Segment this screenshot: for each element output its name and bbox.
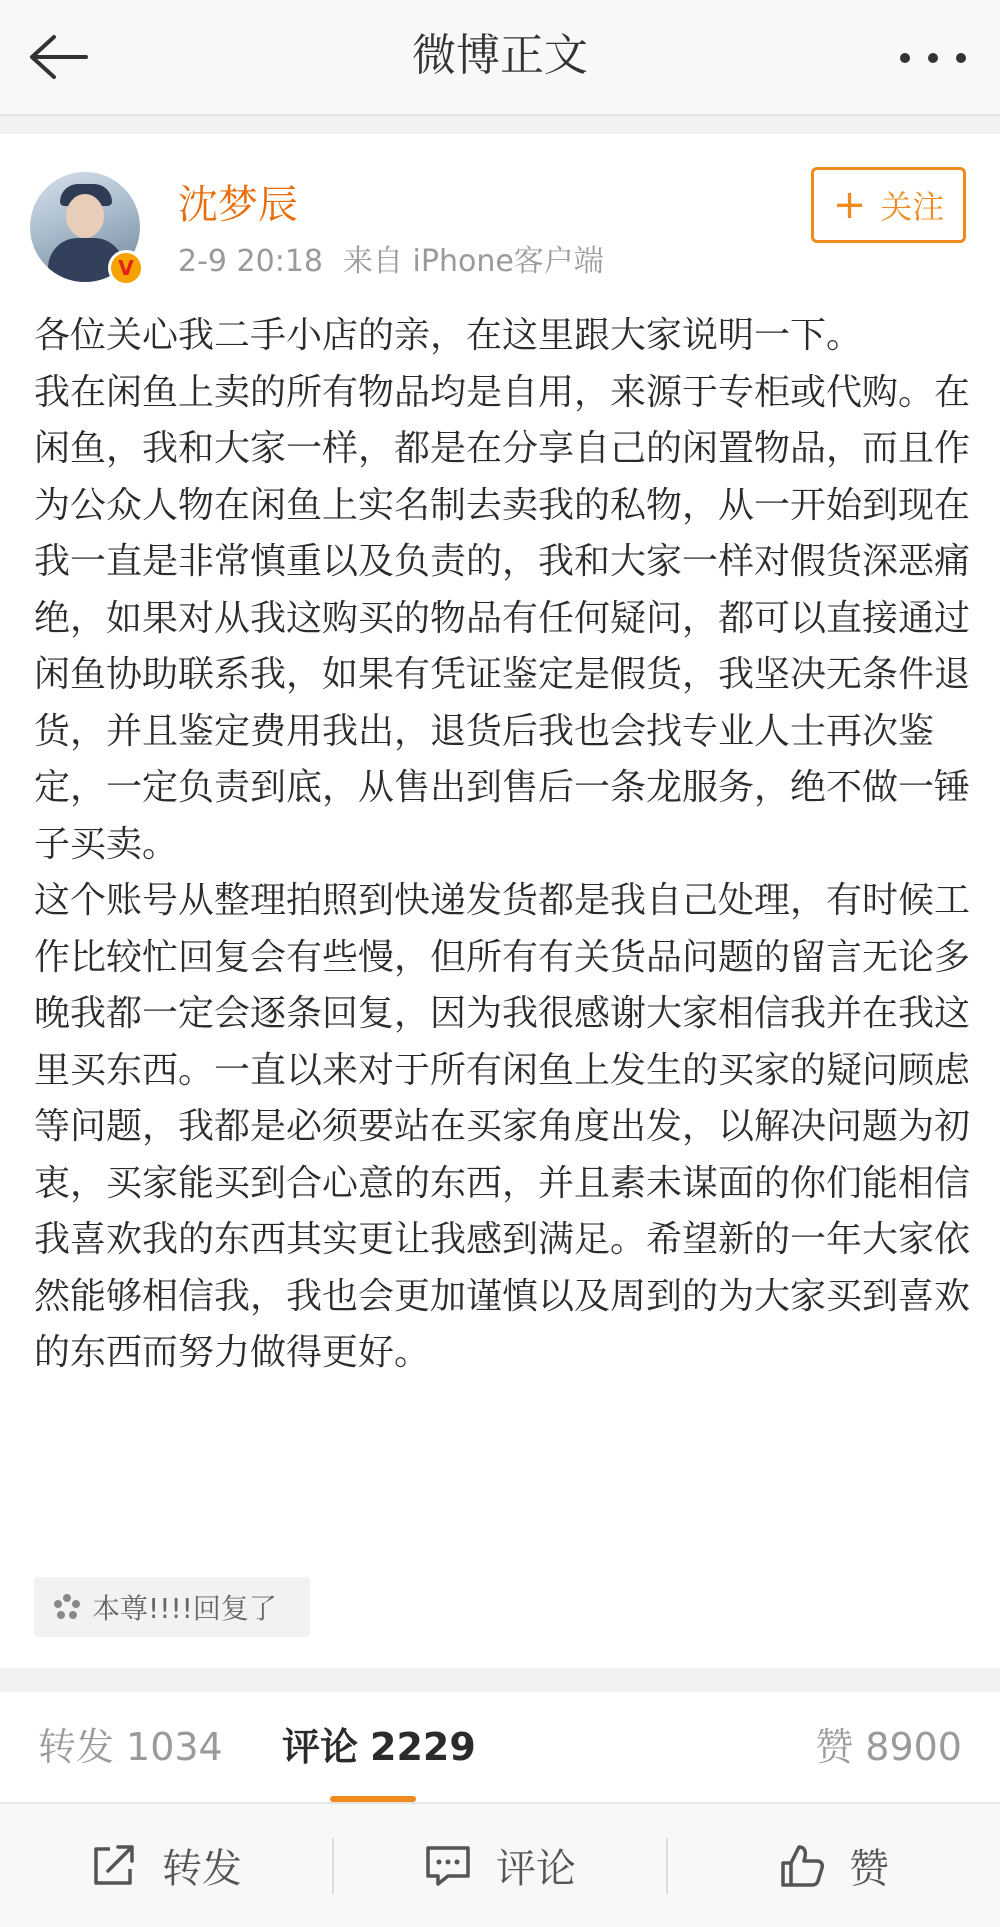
top-nav-bar [0, 0, 1000, 116]
post-paragraph: 我在闲鱼上卖的所有物品均是自用，来源于专柜或代购。在闲鱼，我和大家一样，都是在分享自己的闲置物品，而且作为公众人物在闲鱼上实名制去卖我的私物，从一开始到现在我一直是非常慎重以及负责的，我和大家一样对假货深恶痛绝，如果对从我这购买的物品有任何疑问，都可以直接通过闲鱼协助联系我，如果有凭证鉴定是假货，我坚决无条件退货，并且鉴定费用我出，退货后我也会找专业人士再次鉴定，一定负责到底，从售出到售后一条龙服务，绝不做一锤子买卖。 [34, 371, 971, 865]
flower-icon [52, 1592, 82, 1622]
post-body [34, 308, 970, 1382]
active-tab-indicator [330, 1796, 416, 1802]
section-gap [0, 1668, 1000, 1692]
source-tag-label: 本尊!!!!回复了 [92, 1592, 277, 1625]
comment-label: 评论 [496, 1846, 576, 1892]
header-gap [0, 116, 1000, 134]
repost-label: 转发 [162, 1846, 242, 1892]
post-paragraph: 各位关心我二手小店的亲，在这里跟大家说明一下。 [34, 315, 863, 356]
bottom-action-bar [0, 1804, 1000, 1927]
post-time: 2-9 20:18 [178, 244, 323, 279]
tab-like-count: 8900 [865, 1725, 962, 1769]
post-source: 来自 iPhone客户端 [343, 244, 604, 279]
post-paragraph: 这个账号从整理拍照到快递发货都是我自己处理，有时候工作比较忙回复会有些慢，但所有有关货品问题的留言无论多晚我都一定会逐条回复，因为我很感谢大家相信我并在我这里买东西。一直以来对于所有闲鱼上发生的买家的疑问顾虑等问题，我都是必须要站在买家角度出发，以解决问题为初衷，买家能买到合心意的东西，并且素未谋面的你们能相信我喜欢我的东西其实更让我感到满足。希望新的一年大家依然能够相信我，我也会更加谨慎以及周到的为大家买到喜欢的东西而努力做得更好。 [34, 880, 971, 1373]
comment-icon [424, 1844, 472, 1888]
thumbs-up-icon [779, 1843, 825, 1889]
tab-repost[interactable] [38, 1722, 223, 1772]
tab-repost-count: 1034 [126, 1725, 223, 1769]
author-name[interactable]: 沈梦辰 [178, 182, 298, 228]
stats-tabs [0, 1692, 1000, 1804]
comment-button[interactable] [334, 1804, 666, 1927]
source-tag[interactable] [34, 1577, 310, 1637]
tab-repost-label: 转发 [38, 1725, 115, 1769]
tab-like-label: 赞 [815, 1725, 854, 1769]
tab-like[interactable] [815, 1722, 962, 1772]
plus-icon: + [832, 182, 867, 228]
like-label: 赞 [849, 1846, 889, 1892]
more-dots-icon [898, 51, 968, 65]
tab-comment-count: 2229 [370, 1725, 476, 1769]
like-button[interactable] [668, 1804, 1000, 1927]
page-title: 微博正文 [412, 30, 588, 81]
follow-button[interactable] [811, 167, 966, 243]
tab-comment-label: 评论 [282, 1725, 359, 1769]
share-icon [90, 1843, 138, 1889]
post-meta [178, 242, 604, 282]
tab-comment[interactable] [282, 1722, 476, 1772]
follow-label: 关注 [880, 188, 945, 226]
more-button[interactable] [888, 28, 978, 88]
repost-button[interactable] [0, 1804, 332, 1927]
verified-badge-icon: V [108, 250, 144, 286]
